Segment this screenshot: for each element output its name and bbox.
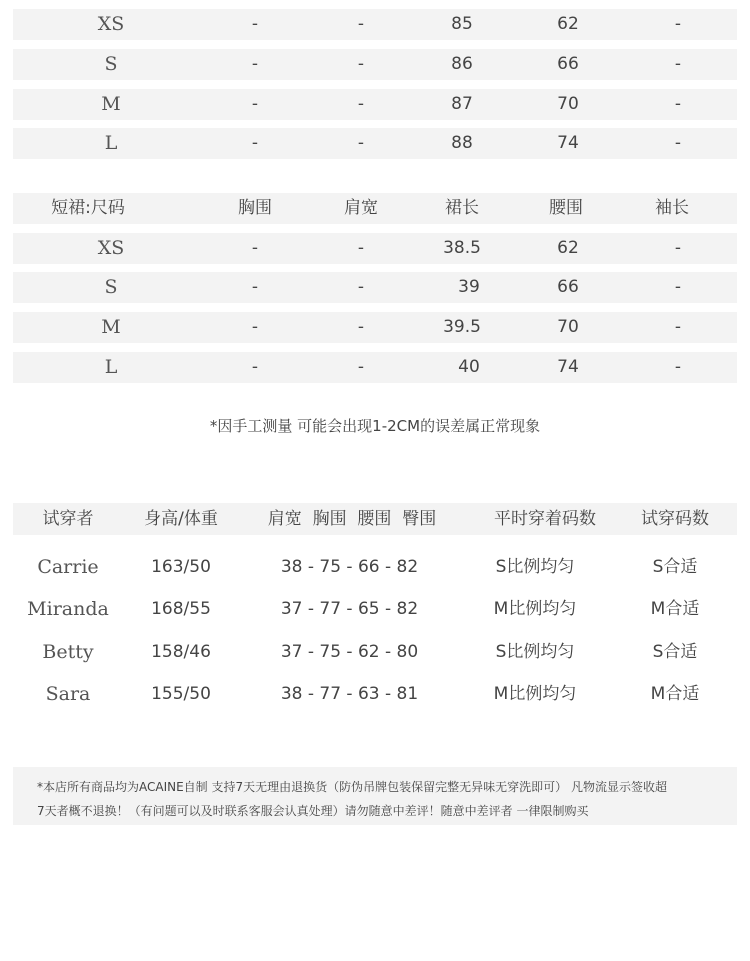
chest-cell: - xyxy=(251,133,259,153)
table-row xyxy=(13,233,737,264)
shoulder-cell: - xyxy=(357,14,365,34)
size-cell: S xyxy=(104,53,118,75)
height-weight: 158/46 xyxy=(151,642,211,662)
sleeve-cell: - xyxy=(674,54,682,74)
header-size: 短裙:尺码 xyxy=(51,198,125,218)
table-row xyxy=(13,677,737,711)
shoulder-cell: - xyxy=(357,94,365,114)
header-length: 裙长 xyxy=(445,198,479,218)
table-row xyxy=(13,312,737,343)
sleeve-cell: - xyxy=(674,133,682,153)
shoulder-cell: - xyxy=(357,317,365,337)
size-cell: M xyxy=(101,316,121,338)
usual-size: S比例均匀 xyxy=(495,642,575,662)
table-row xyxy=(13,128,737,159)
length-cell: 39.5 xyxy=(443,317,481,337)
tried-size: S合适 xyxy=(652,557,698,577)
waist-cell: 66 xyxy=(557,277,579,297)
shoulder-cell: - xyxy=(357,133,365,153)
measurements: 37 - 77 - 65 - 82 xyxy=(280,599,419,619)
table-row xyxy=(13,592,737,626)
tester-name: Betty xyxy=(42,641,94,663)
tester-name: Miranda xyxy=(27,598,109,620)
chest-cell: - xyxy=(251,357,259,377)
length-cell: 87 xyxy=(451,94,473,114)
table-row xyxy=(13,550,737,584)
header-waist: 腰围 xyxy=(549,198,583,218)
waist-cell: 66 xyxy=(557,54,579,74)
length-cell: 40 xyxy=(458,357,480,377)
header-sleeve: 袖长 xyxy=(655,198,689,218)
length-cell: 88 xyxy=(451,133,473,153)
shoulder-cell: - xyxy=(357,277,365,297)
table-row xyxy=(13,635,737,669)
sleeve-cell: - xyxy=(674,94,682,114)
tried-size: S合适 xyxy=(652,642,698,662)
usual-size: M比例均匀 xyxy=(493,599,577,619)
policy-line-2: 7天者概不退换！（有问题可以及时联系客服会认真处理）请勿随意中差评！随意中差评者 一律限制购买 xyxy=(37,804,589,818)
table-row xyxy=(13,49,737,80)
measurements: 38 - 77 - 63 - 81 xyxy=(280,684,419,704)
header-measurements: 肩宽 胸围 腰围 臀围 xyxy=(267,509,437,529)
header-tester: 试穿者 xyxy=(42,509,94,529)
chest-cell: - xyxy=(251,277,259,297)
waist-cell: 70 xyxy=(557,317,579,337)
measurements: 37 - 75 - 62 - 80 xyxy=(280,642,419,662)
table-row xyxy=(13,352,737,383)
usual-size: S比例均匀 xyxy=(495,557,575,577)
measurement-note: *因手工测量 可能会出现1-2CM的误差属正常现象 xyxy=(209,417,541,435)
sleeve-cell: - xyxy=(674,14,682,34)
height-weight: 163/50 xyxy=(151,557,211,577)
table-header xyxy=(13,193,737,224)
shoulder-cell: - xyxy=(357,357,365,377)
header-tried-size: 试穿码数 xyxy=(641,509,709,529)
tester-name: Sara xyxy=(45,683,91,705)
size-cell: XS xyxy=(97,237,125,259)
policy-line-1: *本店所有商品均为ACAINE自制 支持7天无理由退换货（防伪吊牌包装保留完整无异味无穿洗即可） 凡物流显示签收超 xyxy=(37,780,667,794)
tried-size: M合适 xyxy=(650,684,700,704)
return-policy-note xyxy=(13,767,737,825)
header-chest: 胸围 xyxy=(238,198,272,218)
waist-cell: 74 xyxy=(557,357,579,377)
table-row xyxy=(13,9,737,40)
size-cell: L xyxy=(104,356,118,378)
size-cell: XS xyxy=(97,13,125,35)
tryon-header xyxy=(13,503,737,535)
shoulder-cell: - xyxy=(357,54,365,74)
chest-cell: - xyxy=(251,14,259,34)
waist-cell: 62 xyxy=(557,14,579,34)
header-usual-size: 平时穿着码数 xyxy=(494,509,596,529)
header-height-weight: 身高/体重 xyxy=(144,509,218,529)
shoulder-cell: - xyxy=(357,238,365,258)
table-row xyxy=(13,89,737,120)
chest-cell: - xyxy=(251,54,259,74)
sleeve-cell: - xyxy=(674,238,682,258)
waist-cell: 62 xyxy=(557,238,579,258)
height-weight: 168/55 xyxy=(151,599,211,619)
measurements: 38 - 75 - 66 - 82 xyxy=(280,557,419,577)
sleeve-cell: - xyxy=(674,357,682,377)
table-row xyxy=(13,272,737,303)
length-cell: 86 xyxy=(451,54,473,74)
chest-cell: - xyxy=(251,317,259,337)
sleeve-cell: - xyxy=(674,317,682,337)
height-weight: 155/50 xyxy=(151,684,211,704)
waist-cell: 74 xyxy=(557,133,579,153)
waist-cell: 70 xyxy=(557,94,579,114)
size-cell: M xyxy=(101,93,121,115)
size-cell: L xyxy=(104,132,118,154)
chest-cell: - xyxy=(251,94,259,114)
length-cell: 38.5 xyxy=(443,238,481,258)
usual-size: M比例均匀 xyxy=(493,684,577,704)
tried-size: M合适 xyxy=(650,599,700,619)
chest-cell: - xyxy=(251,238,259,258)
header-shoulder: 肩宽 xyxy=(344,198,378,218)
length-cell: 39 xyxy=(458,277,480,297)
size-cell: S xyxy=(104,276,118,298)
length-cell: 85 xyxy=(451,14,473,34)
sleeve-cell: - xyxy=(674,277,682,297)
tester-name: Carrie xyxy=(37,556,99,578)
